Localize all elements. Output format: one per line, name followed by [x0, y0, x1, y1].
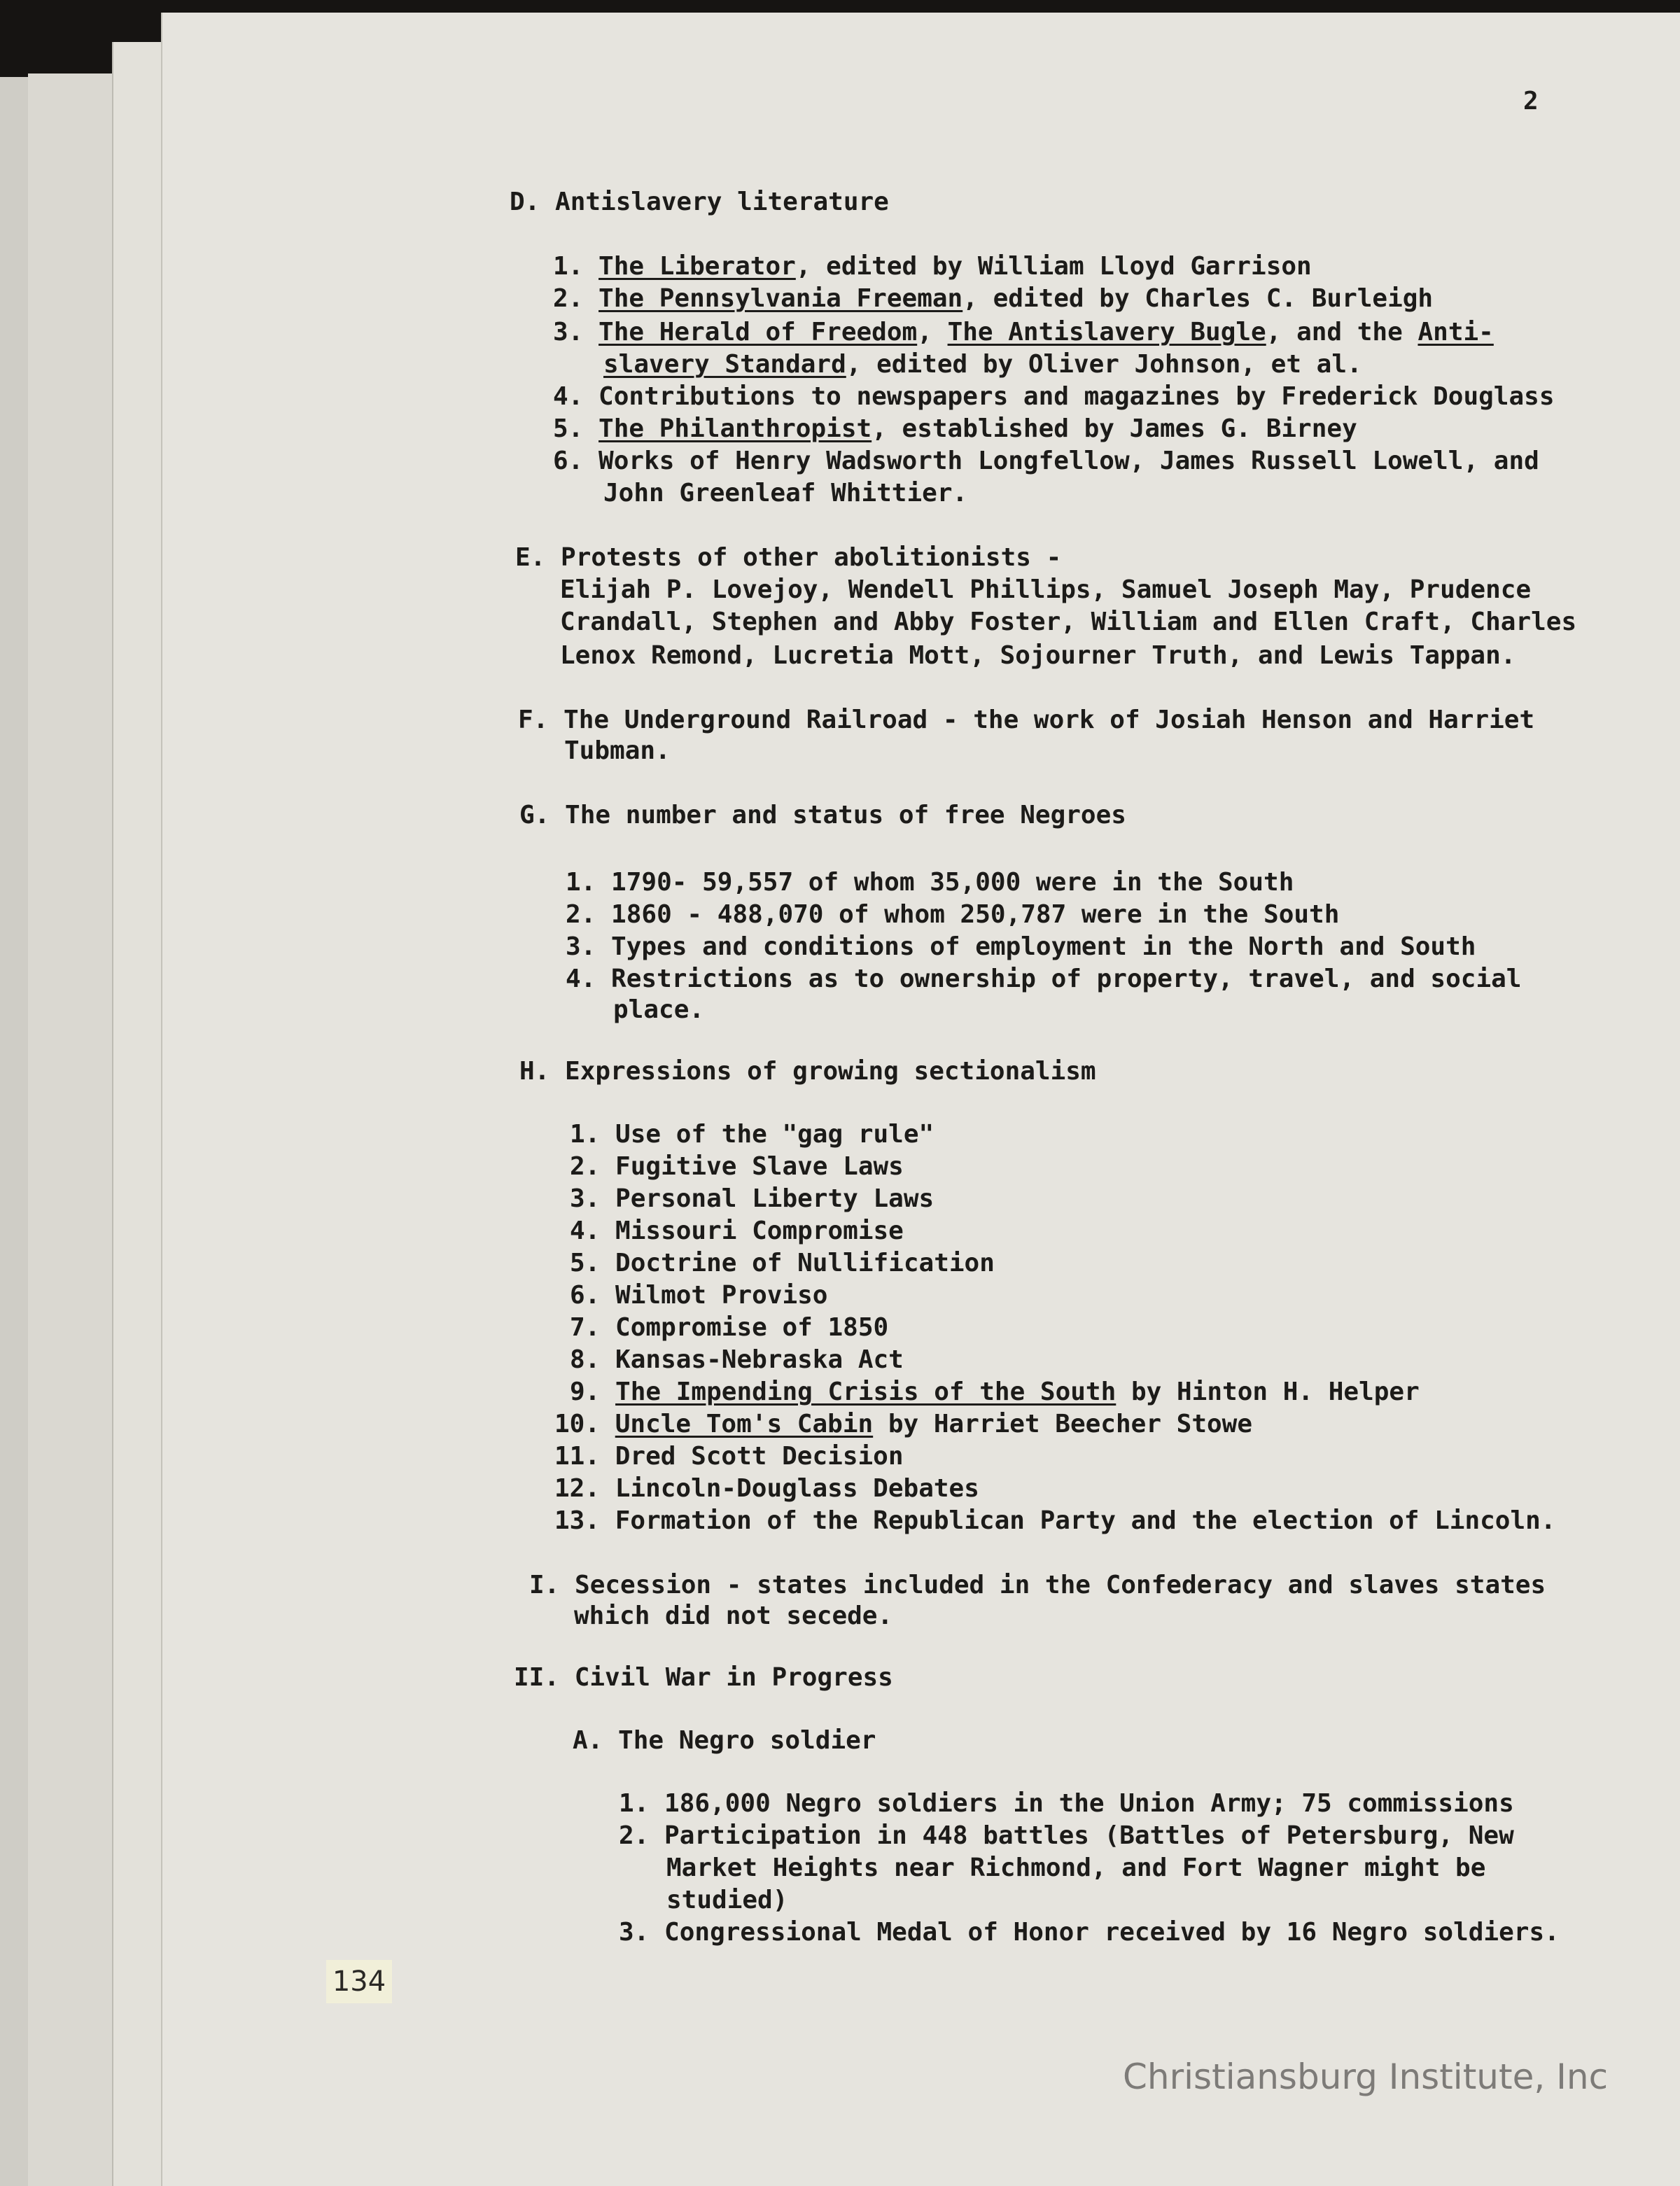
list-item: 2. 1860 - 488,070 of whom 250,787 were in the South [566, 900, 1340, 929]
list-item: 1. Use of the "gag rule" [570, 1120, 934, 1149]
text-line: which did not secede. [574, 1602, 893, 1630]
list-item: 3. Personal Liberty Laws [570, 1184, 934, 1213]
list-item: 12. Lincoln-Douglass Debates [554, 1474, 979, 1503]
list-item: 3. Congressional Medal of Honor received by 16 Negro soldiers. [619, 1918, 1560, 1947]
section-heading-f: F. The Underground Railroad - the work of Josiah Henson and Harriet [518, 706, 1535, 734]
list-item: 3. The Herald of Freedom, The Antislavery Bugle, and the Anti- [553, 318, 1494, 346]
text-line: Tubman. [564, 736, 671, 765]
watermark: Christiansburg Institute, Inc [1123, 2057, 1609, 2097]
list-item: 7. Compromise of 1850 [570, 1313, 889, 1342]
text-line: Crandall, Stephen and Abby Foster, William and Ellen Craft, Charles [560, 608, 1577, 636]
list-item: 13. Formation of the Republican Party and the election of Lincoln. [554, 1506, 1556, 1535]
list-item: 5. The Philanthropist, established by James G. Birney [553, 414, 1357, 443]
list-item: 3. Types and conditions of employment in the North and South [566, 932, 1476, 961]
list-item: 8. Kansas-Nebraska Act [570, 1345, 904, 1374]
page-number: 2 [1523, 87, 1539, 115]
list-item: 4. Missouri Compromise [570, 1217, 904, 1245]
list-item: 4. Restrictions as to ownership of property, travel, and social [566, 965, 1522, 993]
list-item-continuation: Market Heights near Richmond, and Fort Wagner might be [666, 1854, 1486, 1882]
list-item-continuation: slavery Standard, edited by Oliver Johnson, et al. [603, 350, 1362, 379]
list-item-continuation: place. [613, 995, 705, 1024]
archive-tag: 134 [326, 1960, 392, 2003]
section-heading-ii: II. Civil War in Progress [514, 1663, 893, 1692]
text-line: Lenox Remond, Lucretia Mott, Sojourner Truth, and Lewis Tappan. [560, 641, 1516, 670]
text-line: Elijah P. Lovejoy, Wendell Phillips, Samuel Joseph May, Prudence [560, 575, 1532, 604]
list-item: 2. The Pennsylvania Freeman, edited by Charles C. Burleigh [553, 284, 1434, 313]
list-item-continuation: John Greenleaf Whittier. [603, 479, 968, 507]
section-heading-g: G. The number and status of free Negroes [519, 801, 1126, 829]
list-item-continuation: studied) [666, 1886, 788, 1914]
list-item: 9. The Impending Crisis of the South by Hinton H. Helper [570, 1378, 1420, 1406]
list-item: 10. Uncle Tom's Cabin by Harriet Beecher Stowe [554, 1410, 1253, 1438]
section-heading-d: D. Antislavery literature [510, 188, 889, 216]
list-item: 4. Contributions to newspapers and magazines by Frederick Douglass [553, 382, 1555, 411]
section-heading-h: H. Expressions of growing sectionalism [519, 1057, 1096, 1086]
list-item: 5. Doctrine of Nullification [570, 1249, 995, 1277]
section-heading-e: E. Protests of other abolitionists - [515, 543, 1062, 572]
list-item: 2. Fugitive Slave Laws [570, 1152, 904, 1181]
list-item: 11. Dred Scott Decision [554, 1442, 904, 1471]
list-item: 6. Wilmot Proviso [570, 1281, 828, 1310]
list-item: 2. Participation in 448 battles (Battles of Petersburg, New [619, 1821, 1514, 1850]
list-item: 1. 186,000 Negro soldiers in the Union Army; 75 commissions [619, 1789, 1514, 1818]
list-item: 6. Works of Henry Wadsworth Longfellow, James Russell Lowell, and [553, 447, 1539, 475]
list-item: 1. The Liberator, edited by William Lloyd Garrison [553, 252, 1312, 281]
subsection-heading: A. The Negro soldier [573, 1726, 876, 1755]
list-item: 1. 1790- 59,557 of whom 35,000 were in the South [566, 868, 1294, 897]
section-heading-i: I. Secession - states included in the Confederacy and slaves states [529, 1571, 1546, 1599]
